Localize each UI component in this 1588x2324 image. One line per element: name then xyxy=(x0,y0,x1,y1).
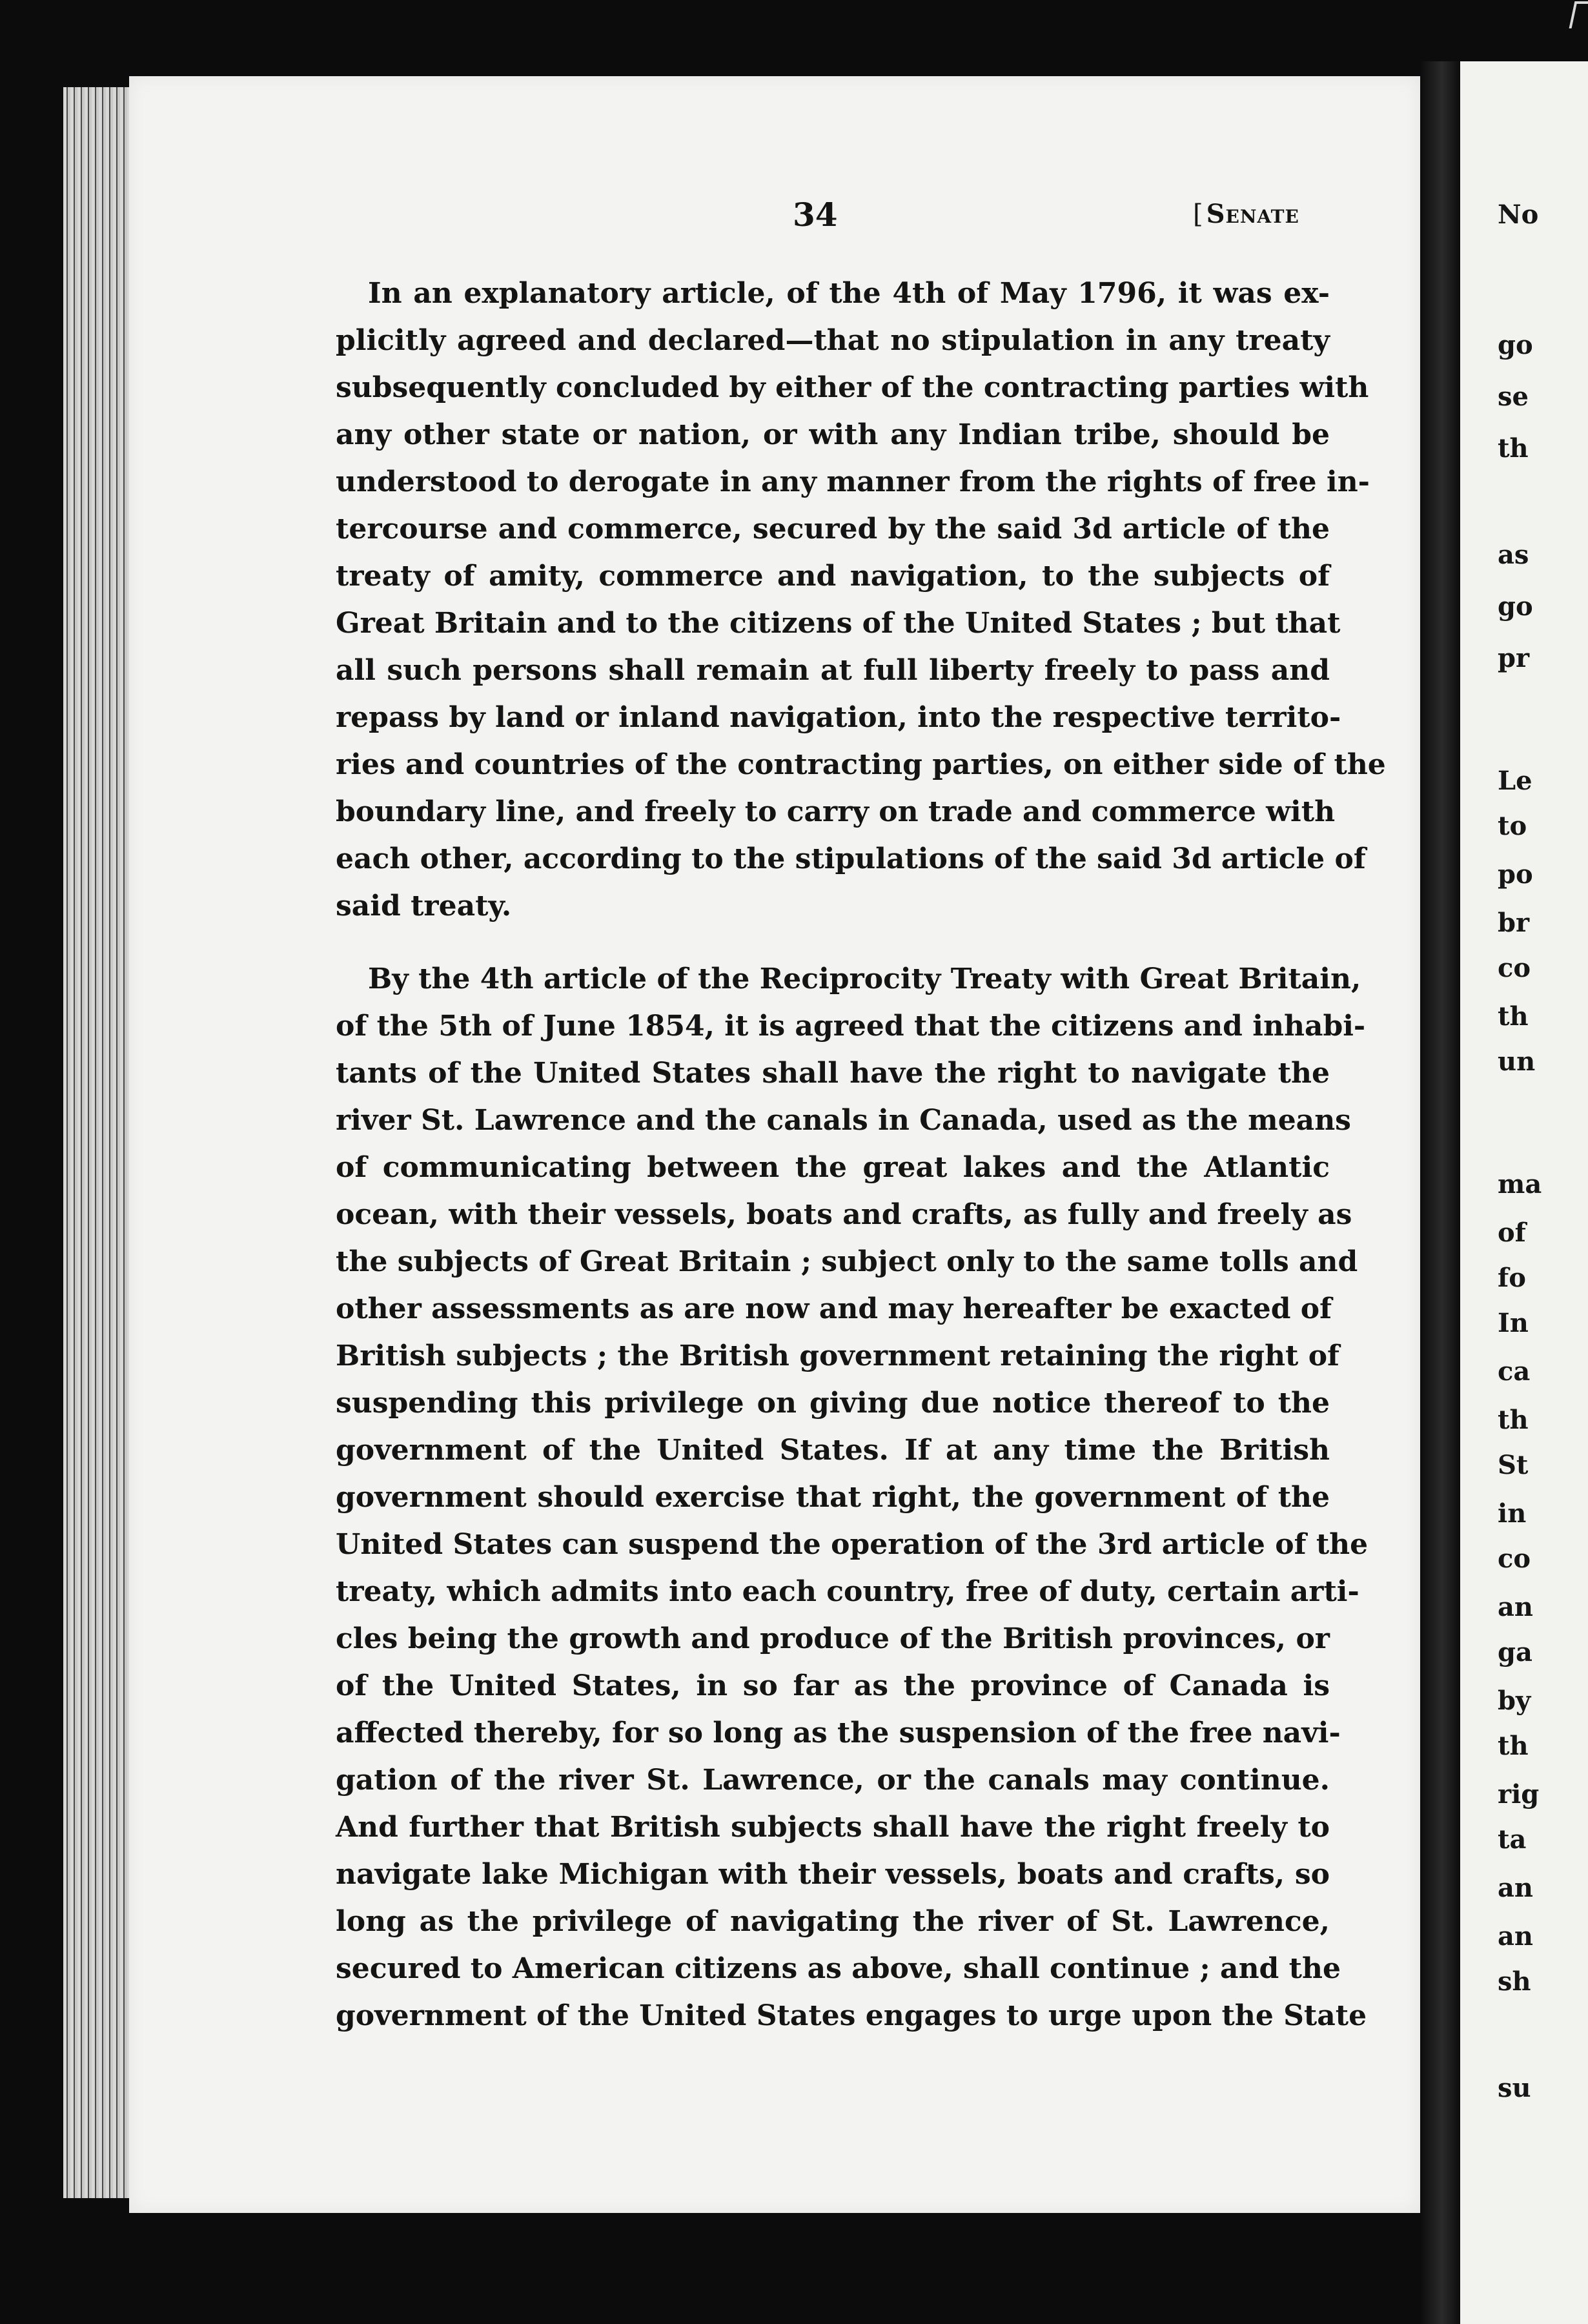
text-line: river St. Lawrence and the canals in Canada, used as the means xyxy=(336,1104,1351,1137)
facing-page-fragment: an xyxy=(1498,1873,1533,1903)
text-line: treaty of amity, commerce and navigation, to the subjects of xyxy=(336,560,1330,593)
text-line: of the 5th of June 1854, it is agreed that the citizens and inhabi- xyxy=(336,1010,1366,1043)
facing-page-fragment: th xyxy=(1498,1001,1529,1032)
facing-page-fragment: go xyxy=(1498,591,1533,622)
facing-page-fragment: an xyxy=(1498,1921,1533,1952)
book-gutter xyxy=(1420,61,1460,2324)
facing-page-fragment: ca xyxy=(1498,1356,1531,1387)
text-line: any other state or nation, or with any Indian tribe, should be xyxy=(336,418,1330,451)
text-line: plicitly agreed and declared—that no stipulation in any treaty xyxy=(336,324,1330,357)
text-line: all such persons shall remain at full liberty freely to pass and xyxy=(336,654,1330,687)
text-line: said treaty. xyxy=(336,890,512,922)
facing-page-fragment: su xyxy=(1498,2073,1531,2103)
text-line: each other, according to the stipulations of the said 3d article of xyxy=(336,842,1366,875)
text-line: subsequently concluded by either of the contracting parties with xyxy=(336,371,1369,404)
text-line: suspending this privilege on giving due notice thereof to the xyxy=(336,1387,1330,1420)
facing-page-fragment: fo xyxy=(1498,1263,1526,1293)
text-line: government of the United States. If at any time the British xyxy=(336,1434,1330,1467)
text-line: of the United States, in so far as the province of Canada is xyxy=(336,1669,1330,1702)
page-number: 34 xyxy=(793,196,838,234)
facing-page-fragment: to xyxy=(1498,811,1527,841)
facing-page-fragment: th xyxy=(1498,1405,1529,1435)
text-line: In an explanatory article, of the 4th of May 1796, it was ex- xyxy=(368,277,1330,310)
facing-page-fragment: of xyxy=(1498,1218,1526,1248)
text-line: United States can suspend the operation of the 3rd article of the xyxy=(336,1528,1369,1561)
facing-page-fragment: go xyxy=(1498,330,1533,360)
running-head xyxy=(1193,201,1299,227)
facing-page-fragment: sh xyxy=(1498,1966,1531,1997)
facing-page-fragment: un xyxy=(1498,1046,1536,1077)
text-line: treaty, which admits into each country, free of duty, certain arti- xyxy=(336,1575,1359,1608)
text-line: gation of the river St. Lawrence, or the canals may continue. xyxy=(336,1764,1330,1797)
facing-page-fragment: br xyxy=(1498,908,1530,938)
text-line: boundary line, and freely to carry on trade and commerce with xyxy=(336,795,1336,828)
facing-page-fragment: se xyxy=(1498,382,1529,412)
text-line: repass by land or inland navigation, into the respective territo- xyxy=(336,701,1341,734)
facing-page-fragment: by xyxy=(1498,1686,1531,1716)
running-head-bracket: [ xyxy=(1193,199,1204,229)
facing-page-fragment: In xyxy=(1498,1308,1529,1338)
facing-page-fragment: pr xyxy=(1498,643,1530,673)
book-page-right xyxy=(1460,61,1588,2324)
text-line: government of the United States engages to urge upon the State xyxy=(336,1999,1367,2032)
text-line: tercourse and commerce, secured by the said 3d article of the xyxy=(336,513,1330,545)
text-line: Great Britain and to the citizens of the United States ; but that xyxy=(336,607,1341,640)
facing-page-fragment: ma xyxy=(1498,1169,1542,1199)
facing-page-fragment: an xyxy=(1498,1592,1533,1622)
text-line: British subjects ; the British government retaining the right of xyxy=(336,1340,1339,1372)
body-text xyxy=(336,270,1386,2039)
paragraph xyxy=(336,955,1369,2039)
facing-page-fragment: Le xyxy=(1498,766,1532,796)
text-line: tants of the United States shall have the right to navigate the xyxy=(336,1057,1330,1090)
text-line: secured to American citizens as above, shall continue ; and the xyxy=(336,1952,1341,1985)
text-line: And further that British subjects shall have the right freely to xyxy=(336,1811,1330,1844)
text-line: ocean, with their vessels, boats and crafts, as fully and freely as xyxy=(336,1198,1352,1231)
text-line: ries and countries of the contracting parties, on either side of the xyxy=(336,748,1386,781)
text-line: By the 4th article of the Reciprocity Treaty with Great Britain, xyxy=(368,963,1361,995)
text-line: government should exercise that right, the government of the xyxy=(336,1481,1330,1514)
facing-page-fragment: th xyxy=(1498,1731,1529,1761)
running-head-section: Senate xyxy=(1206,199,1299,229)
facing-page-fragment: rig xyxy=(1498,1779,1540,1809)
facing-page-fragment: th xyxy=(1498,433,1529,464)
facing-page-fragment: ga xyxy=(1498,1637,1532,1667)
book-page-edges xyxy=(63,87,134,2198)
facing-page-fragment: co xyxy=(1498,1544,1531,1574)
text-line: long as the privilege of navigating the river of St. Lawrence, xyxy=(336,1905,1330,1938)
text-line: cles being the growth and produce of the British provinces, or xyxy=(336,1622,1330,1655)
facing-page-fragment: in xyxy=(1498,1498,1527,1529)
facing-page-fragment: ta xyxy=(1498,1824,1527,1855)
corner-mark xyxy=(1569,1,1588,28)
text-line: navigate lake Michigan with their vessels, boats and crafts, so xyxy=(336,1858,1330,1891)
text-line: other assessments as are now and may hereafter be exacted of xyxy=(336,1292,1332,1325)
text-line: the subjects of Great Britain ; subject only to the same tolls and xyxy=(336,1245,1358,1278)
paragraph xyxy=(336,270,1386,930)
text-line: affected thereby, for so long as the suspension of the free navi- xyxy=(336,1717,1341,1749)
facing-page-header-fragment: No xyxy=(1498,199,1539,230)
text-line: understood to derogate in any manner from the rights of free in- xyxy=(336,465,1370,498)
facing-page-fragment: as xyxy=(1498,540,1529,570)
facing-page-fragment: po xyxy=(1498,859,1533,890)
facing-page-fragment: St xyxy=(1498,1450,1529,1480)
text-line: of communicating between the great lakes and the Atlantic xyxy=(336,1151,1330,1184)
facing-page-fragment: co xyxy=(1498,953,1531,983)
